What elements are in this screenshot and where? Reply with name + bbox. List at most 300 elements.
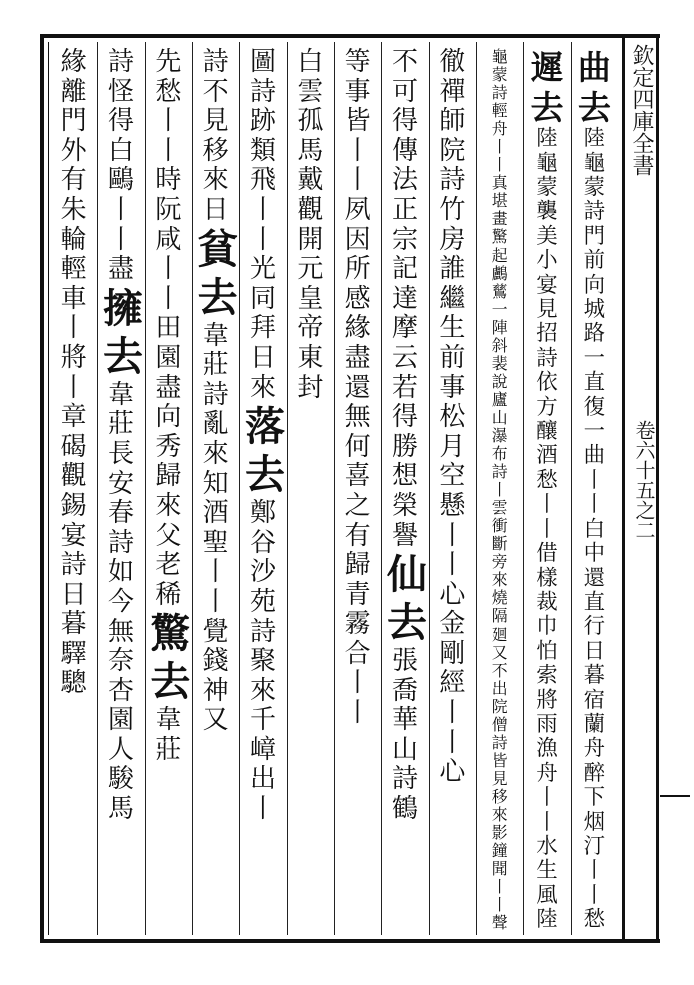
glyph: 園: [107, 705, 134, 736]
glyph: 城: [583, 297, 606, 323]
glyph: 詩: [391, 764, 418, 795]
glyph: 馬: [107, 794, 134, 825]
glyph: 無: [344, 402, 371, 433]
glyph: 帝: [297, 313, 324, 344]
column-divider: [571, 42, 572, 935]
glyph: 移: [202, 135, 229, 166]
glyph: 日: [583, 638, 606, 664]
glyph: 丨: [439, 698, 466, 729]
glyph: 行: [583, 614, 606, 640]
column-divider: [287, 42, 288, 935]
text-column: [245, 47, 285, 825]
glyph: 丨: [155, 106, 182, 137]
glyph: 見: [202, 106, 229, 137]
glyph: 記: [391, 254, 418, 285]
glyph: 離: [60, 76, 87, 107]
glyph: 等: [344, 47, 371, 77]
glyph: 事: [439, 372, 466, 403]
glyph: 輕: [60, 254, 87, 285]
glyph: 嶂: [249, 734, 276, 765]
column-divider: [239, 42, 240, 935]
text-column: [197, 47, 238, 736]
glyph: 榮: [391, 490, 418, 521]
glyph: 來: [155, 490, 182, 521]
text-column: [103, 47, 143, 825]
glyph: 詩: [439, 165, 466, 196]
glyph: 出: [491, 678, 508, 698]
glyph: 陸: [536, 126, 558, 152]
glyph: 莊: [202, 350, 229, 381]
column-divider: [97, 42, 98, 935]
glyph: 事: [344, 76, 371, 107]
glyph: 丨: [249, 224, 276, 255]
glyph: 畫: [491, 209, 508, 229]
glyph: 歸: [344, 550, 371, 581]
frame-bottom-rule: [40, 939, 660, 943]
glyph: 又: [491, 642, 508, 662]
glyph: 觀: [297, 194, 324, 225]
glyph: 曲: [577, 48, 611, 87]
glyph: 元: [297, 254, 324, 285]
glyph: 沙: [249, 557, 276, 588]
glyph: 鶴: [391, 794, 418, 825]
glyph: 日: [60, 579, 87, 610]
glyph: 遲: [530, 48, 564, 87]
glyph: 春: [107, 498, 134, 529]
glyph: 丨: [439, 550, 466, 581]
glyph: 父: [155, 520, 182, 551]
glyph: 丨: [155, 283, 182, 314]
frame-top-rule: [40, 34, 660, 38]
glyph: 丨: [491, 137, 508, 157]
glyph: 阮: [155, 194, 182, 225]
glyph: 經: [439, 668, 466, 699]
glyph: 前: [439, 342, 466, 373]
glyph: 勝: [391, 431, 418, 462]
glyph: 院: [439, 135, 466, 166]
glyph: 丨: [155, 135, 182, 166]
glyph: 龜: [536, 150, 558, 176]
glyph: 戴: [297, 165, 324, 196]
glyph: 丨: [344, 165, 371, 196]
glyph: 將: [60, 342, 87, 373]
glyph: 丨: [491, 480, 508, 500]
glyph: 詩: [202, 47, 229, 77]
glyph: 懸: [439, 490, 466, 521]
glyph: 青: [344, 579, 371, 610]
glyph: 陣: [491, 317, 508, 337]
glyph: 所: [344, 254, 371, 285]
text-column: [434, 48, 470, 788]
glyph: 驚: [491, 227, 508, 247]
glyph: 鐘: [491, 841, 508, 861]
glyph: 鶿: [491, 281, 508, 301]
glyph: 詩: [202, 379, 229, 410]
glyph: 知: [202, 468, 229, 499]
glyph: 雨: [536, 711, 558, 737]
glyph: 若: [391, 372, 418, 403]
glyph: 丨: [344, 135, 371, 166]
glyph: 詩: [491, 83, 508, 103]
glyph: 孤: [297, 106, 324, 137]
glyph: 盡: [107, 254, 134, 285]
glyph: 谷: [249, 527, 276, 558]
glyph: 神: [202, 675, 229, 706]
glyph: 得: [107, 106, 134, 137]
glyph: 路: [583, 321, 606, 347]
glyph: 張: [391, 646, 418, 677]
glyph: 房: [439, 224, 466, 255]
glyph: 日: [249, 342, 276, 373]
glyph: 韋: [155, 705, 182, 736]
glyph: 丨: [60, 313, 87, 344]
glyph: 錢: [202, 646, 229, 677]
glyph: 巾: [536, 614, 558, 640]
glyph: 旁: [491, 552, 508, 572]
glyph: 丨: [491, 877, 508, 897]
glyph: 去: [103, 332, 143, 380]
glyph: 亂: [202, 409, 229, 440]
glyph: 中: [583, 541, 606, 567]
text-column: [292, 48, 328, 403]
glyph: 布: [491, 444, 508, 464]
glyph: 美: [536, 223, 558, 249]
glyph: 月: [439, 431, 466, 462]
glyph: 緣: [344, 313, 371, 344]
column-divider: [523, 42, 524, 935]
glyph: 愁: [536, 467, 558, 493]
glyph: 蘭: [583, 711, 606, 737]
glyph: 駿: [107, 764, 134, 795]
glyph: 日: [202, 194, 229, 225]
glyph: 門: [583, 223, 606, 249]
glyph: 丨: [583, 858, 606, 884]
glyph: 皇: [297, 283, 324, 314]
glyph: 莊: [107, 409, 134, 440]
glyph: 不: [391, 47, 418, 77]
glyph: 夙: [344, 194, 371, 225]
glyph: 移: [491, 786, 508, 806]
glyph: 堪: [491, 191, 508, 211]
glyph: 招: [536, 321, 558, 347]
glyph: 何: [344, 431, 371, 462]
glyph: 落: [245, 403, 285, 451]
glyph: 盡: [344, 342, 371, 373]
glyph: 剛: [439, 638, 466, 669]
glyph: 來: [491, 570, 508, 590]
glyph: 安: [107, 468, 134, 499]
glyph: 怪: [107, 76, 134, 107]
glyph: 老: [155, 550, 182, 581]
glyph: 皆: [344, 106, 371, 137]
glyph: 丨: [344, 698, 371, 729]
glyph: 云: [391, 342, 418, 373]
glyph: 酒: [202, 498, 229, 529]
glyph: 來: [249, 372, 276, 403]
glyph: 飛: [249, 165, 276, 196]
glyph: 覺: [202, 616, 229, 647]
glyph: 歸: [155, 461, 182, 492]
glyph: 時: [155, 165, 182, 196]
glyph: 丨: [583, 882, 606, 908]
glyph: 丨: [249, 194, 276, 225]
glyph: 來: [202, 438, 229, 469]
glyph: 不: [202, 76, 229, 107]
glyph: 汀: [583, 833, 606, 859]
glyph: 韋: [202, 320, 229, 351]
glyph: 金: [439, 609, 466, 640]
glyph: 索: [536, 663, 558, 689]
glyph: 去: [150, 658, 191, 706]
glyph: 貧: [197, 225, 238, 273]
glyph: 醉: [583, 760, 606, 786]
glyph: 長: [107, 438, 134, 469]
glyph: 杏: [107, 675, 134, 706]
glyph: 輕: [491, 101, 508, 121]
glyph: 生: [439, 313, 466, 344]
glyph: 山: [391, 734, 418, 765]
page-mark-dash: [660, 795, 690, 797]
glyph: 來: [491, 804, 508, 824]
frame-right-rule: [656, 34, 659, 943]
glyph: 心: [439, 579, 466, 610]
glyph: 裴: [491, 353, 508, 373]
glyph: 廻: [491, 624, 508, 644]
glyph: 烟: [583, 809, 606, 835]
glyph: 華: [391, 705, 418, 736]
glyph: 去: [245, 451, 285, 499]
glyph: 喜: [344, 461, 371, 492]
glyph: 詩: [583, 199, 606, 225]
frame-left-rule: [40, 34, 44, 943]
text-column: [482, 48, 518, 932]
text-column: [387, 47, 427, 825]
glyph: 愁: [155, 76, 182, 107]
glyph: 白: [583, 516, 606, 542]
glyph: 有: [60, 165, 87, 196]
glyph: 因: [344, 224, 371, 255]
glyph: 怕: [536, 638, 558, 664]
glyph: 見: [491, 768, 508, 788]
glyph: 丨: [583, 467, 606, 493]
glyph: 碣: [60, 431, 87, 462]
glyph: 直: [583, 589, 606, 615]
glyph: 門: [60, 106, 87, 137]
glyph: 漁: [536, 736, 558, 762]
glyph: 又: [202, 705, 229, 736]
glyph: 圖: [249, 47, 276, 77]
glyph: 苑: [249, 586, 276, 617]
glyph: 瀑: [491, 425, 508, 445]
glyph: 去: [530, 87, 564, 127]
glyph: 盡: [155, 372, 182, 403]
column-divider: [145, 42, 146, 935]
glyph: 聚: [249, 646, 276, 677]
glyph: 無: [107, 616, 134, 647]
glyph: 如: [107, 557, 134, 588]
glyph: 聲: [491, 913, 508, 933]
glyph: 蒙: [583, 175, 606, 200]
glyph: 聞: [491, 859, 508, 879]
glyph: 感: [344, 283, 371, 314]
glyph: 愁: [583, 907, 606, 933]
glyph: 可: [391, 76, 418, 107]
glyph: 同: [249, 283, 276, 314]
glyph: 向: [583, 272, 606, 298]
text-column: [576, 48, 612, 933]
glyph: 類: [249, 135, 276, 166]
glyph: 丨: [439, 520, 466, 551]
glyph: 東: [297, 342, 324, 373]
glyph: 鸕: [491, 263, 508, 283]
glyph: 襲: [536, 199, 558, 225]
text-column: [150, 47, 191, 765]
glyph: 不: [491, 660, 508, 680]
glyph: 鷗: [107, 165, 134, 196]
glyph: 龜: [491, 47, 508, 66]
glyph: 千: [249, 705, 276, 736]
glyph: 丨: [155, 254, 182, 285]
glyph: 丨: [107, 224, 134, 255]
glyph: 白: [297, 47, 324, 77]
glyph: 稀: [155, 579, 182, 610]
glyph: 去: [197, 273, 238, 321]
glyph: 詩: [536, 345, 558, 371]
glyph: 僧: [491, 714, 508, 734]
glyph: 園: [155, 342, 182, 373]
glyph: 外: [60, 135, 87, 166]
glyph: 來: [249, 675, 276, 706]
glyph: 觀: [60, 461, 87, 492]
glyph: 龜: [583, 150, 606, 176]
glyph: 詩: [491, 732, 508, 752]
glyph: 小: [536, 248, 558, 274]
glyph: 輪: [60, 224, 87, 255]
glyph: 院: [491, 696, 508, 716]
glyph: 車: [60, 283, 87, 314]
glyph: 陸: [536, 907, 558, 933]
glyph: 水: [536, 833, 558, 859]
glyph: 陸: [583, 126, 606, 152]
glyph: 傳: [391, 135, 418, 166]
glyph: 驚: [150, 610, 191, 658]
glyph: 去: [387, 599, 427, 647]
glyph: 一: [583, 345, 606, 371]
glyph: 方: [536, 394, 558, 420]
glyph: 丨: [107, 194, 134, 225]
glyph: 將: [536, 687, 558, 713]
text-column: [340, 48, 376, 729]
glyph: 暮: [583, 663, 606, 689]
glyph: 心: [439, 757, 466, 788]
glyph: 依: [536, 370, 558, 396]
margin-volume-label: 卷六十五之二: [632, 420, 656, 540]
glyph: 繼: [439, 283, 466, 314]
column-divider: [334, 42, 335, 935]
glyph: 師: [439, 106, 466, 137]
glyph: 直: [583, 370, 606, 396]
glyph: 蒙: [536, 175, 558, 200]
glyph: 向: [155, 402, 182, 433]
glyph: 秀: [155, 431, 182, 462]
glyph: 法: [391, 165, 418, 196]
glyph: 丨: [344, 668, 371, 699]
glyph: 丨: [536, 516, 558, 542]
glyph: 朱: [60, 194, 87, 225]
glyph: 詩: [491, 462, 508, 482]
glyph: 白: [107, 135, 134, 166]
glyph: 莊: [155, 734, 182, 765]
text-column: [529, 48, 565, 933]
glyph: 風: [536, 882, 558, 908]
glyph: 達: [391, 283, 418, 314]
glyph: 雲: [491, 498, 508, 518]
glyph: 曲: [583, 443, 606, 469]
glyph: 驛: [60, 638, 87, 669]
glyph: 聖: [202, 527, 229, 558]
glyph: 丨: [583, 492, 606, 518]
glyph: 宴: [536, 272, 558, 298]
glyph: 得: [391, 106, 418, 137]
frame-inner-left-rule: [48, 42, 49, 935]
glyph: 譽: [391, 520, 418, 551]
glyph: 跡: [249, 106, 276, 137]
glyph: 一: [583, 419, 606, 445]
glyph: 緣: [60, 47, 87, 77]
glyph: 舟: [536, 760, 558, 786]
glyph: 松: [439, 402, 466, 433]
glyph: 衝: [491, 516, 508, 536]
glyph: 想: [391, 461, 418, 492]
glyph: 真: [491, 173, 508, 193]
glyph: 有: [344, 520, 371, 551]
glyph: 還: [344, 372, 371, 403]
glyph: 先: [155, 47, 182, 77]
column-divider: [381, 42, 382, 935]
glyph: 宗: [391, 224, 418, 255]
glyph: 馬: [297, 135, 324, 166]
glyph: 錫: [60, 490, 87, 521]
glyph: 借: [536, 541, 558, 567]
glyph: 斷: [491, 534, 508, 554]
glyph: 斜: [491, 335, 508, 355]
glyph: 隔: [491, 606, 508, 626]
glyph: 奈: [107, 646, 134, 677]
fold-rule: [622, 34, 625, 943]
glyph: 開: [297, 224, 324, 255]
glyph: 丨: [60, 372, 87, 403]
glyph: 詩: [60, 550, 87, 581]
glyph: 起: [491, 245, 508, 265]
glyph: 蒙: [491, 65, 508, 85]
glyph: 還: [583, 565, 606, 591]
glyph: 之: [344, 490, 371, 521]
glyph: 生: [536, 858, 558, 884]
glyph: 去: [577, 87, 611, 127]
glyph: 田: [155, 313, 182, 344]
glyph: 丨: [536, 785, 558, 811]
glyph: 暮: [60, 609, 87, 640]
glyph: 詩: [249, 616, 276, 647]
glyph: 宿: [583, 687, 606, 713]
glyph: 禪: [439, 76, 466, 107]
glyph: 下: [583, 785, 606, 811]
glyph: 得: [391, 402, 418, 433]
glyph: 見: [536, 297, 558, 323]
text-column: [56, 48, 92, 699]
glyph: 光: [249, 254, 276, 285]
glyph: 一: [491, 299, 508, 319]
